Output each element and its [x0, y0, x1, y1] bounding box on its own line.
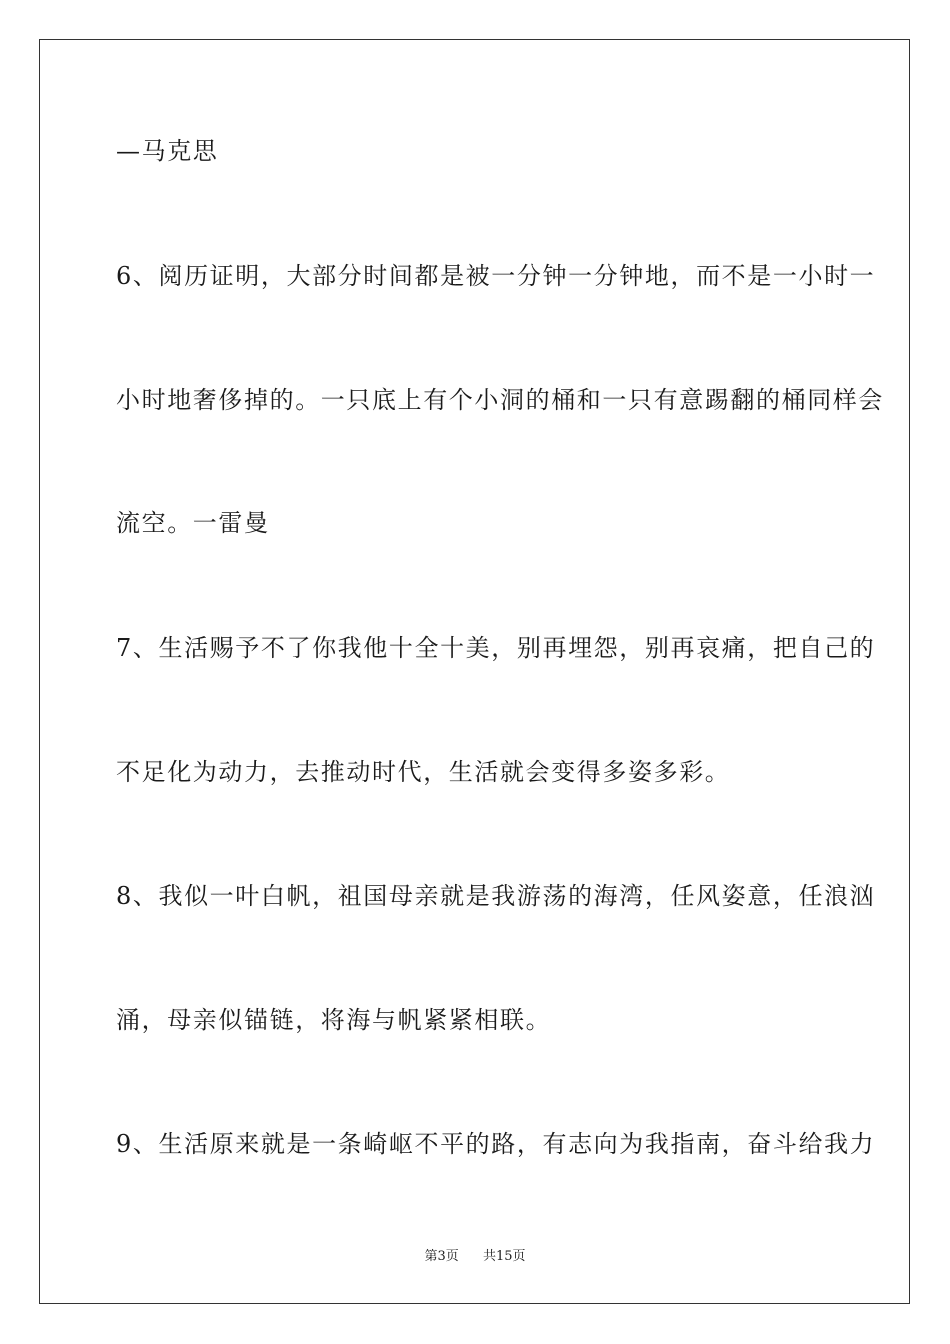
text-line-8: 涌，母亲似锚链，将海与帆紧紧相联。	[116, 1006, 552, 1034]
text-line-4: 流空。一雷曼	[116, 509, 270, 537]
page-total: 共15页	[483, 1249, 526, 1264]
text-line-6: 不足化为动力，去推动时代，生活就会变得多姿多彩。	[116, 758, 731, 786]
text-line-1: —马克思	[116, 137, 219, 165]
page-border	[39, 39, 910, 1304]
text-line-5: 7、生活赐予不了你我他十全十美，别再埋怨，别再哀痛，把自己的	[116, 634, 876, 662]
text-line-2: 6、阅历证明，大部分时间都是被一分钟一分钟地，而不是一小时一	[116, 262, 876, 290]
page-number: 第3页	[424, 1249, 459, 1264]
page-footer	[0, 1248, 950, 1266]
text-line-9: 9、生活原来就是一条崎岖不平的路，有志向为我指南，奋斗给我力	[116, 1130, 876, 1158]
text-line-7: 8、我似一叶白帆，祖国母亲就是我游荡的海湾，任风姿意，任浪汹	[116, 882, 876, 910]
text-line-3: 小时地奢侈掉的。一只底上有个小洞的桶和一只有意踢翻的桶同样会	[116, 386, 884, 414]
